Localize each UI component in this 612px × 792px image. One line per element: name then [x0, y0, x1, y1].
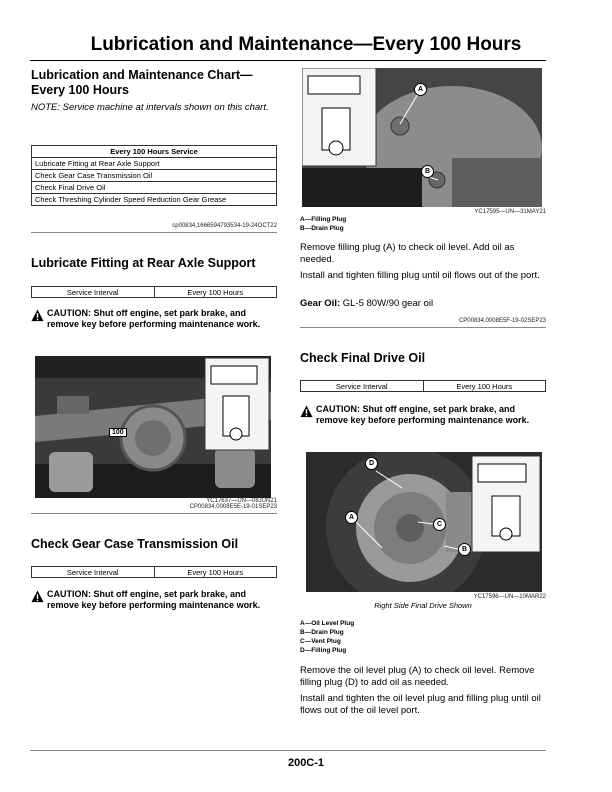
caption-drain-plug: B—Drain Plug [300, 225, 344, 232]
section-divider [300, 327, 546, 328]
caution-text: CAUTION: Shut off engine, set park brake, and remove key before performing maintenance work. [47, 589, 261, 610]
warning-icon [31, 590, 44, 603]
axle-interval-table [31, 286, 277, 298]
final-drive-para-1: Remove the oil level plug (A) to check oil level. Remove filling plug (D) to add oil as needed. [300, 665, 535, 688]
service-table-header: Every 100 Hours Service [32, 146, 277, 158]
gear-oil-label: Gear Oil: [300, 298, 341, 309]
page-number: 200C-1 [287, 757, 325, 769]
axle-photo-ref: YC17637—UN—08JUN21 [206, 498, 277, 504]
chart-heading: Lubrication and Maintenance Chart—Every 100 Hours [31, 68, 253, 97]
axle-ref-code: CP00834,0008E5E-19-01SEP23 [189, 504, 277, 510]
gearcase-heading: Check Gear Case Transmission Oil [31, 537, 239, 551]
interval-value: Every 100 Hours [154, 287, 277, 298]
axle-photo [35, 356, 271, 498]
callout-a: A [414, 83, 427, 96]
title-rule [30, 60, 546, 61]
gearcase-interval-table [31, 566, 277, 578]
section-divider [31, 232, 277, 233]
interval-value: Every 100 Hours [154, 567, 277, 578]
callout-c: C [433, 518, 446, 531]
caption-filling-plug: D—Filling Plug [300, 647, 347, 654]
final-drive-interval-table [300, 380, 546, 392]
gearcase-caution [31, 589, 277, 611]
caption-oil-level-plug: A—Oil Level Plug [300, 620, 355, 627]
table-row: Check Gear Case Transmission Oil [32, 170, 277, 182]
section-divider [31, 513, 277, 514]
caution-text: CAUTION: Shut off engine, set park brake, and remove key before performing maintenance work. [47, 308, 261, 329]
final-drive-para-2: Install and tighten the oil level plug and filling plug until oil flows out of the oil level port. [300, 693, 541, 716]
interval-label: Service Interval [32, 567, 155, 578]
interval-value: Every 100 Hours [423, 381, 546, 392]
gear-oil-value: GL-5 80W/90 gear oil [340, 298, 434, 309]
interval-label: Service Interval [301, 381, 424, 392]
photo-caption: Right Side Final Drive Shown [374, 601, 472, 610]
caution-text: CAUTION: Shut off engine, set park brake, and remove key before performing maintenance work. [316, 404, 530, 425]
callout-d: D [365, 457, 378, 470]
service-table [31, 145, 277, 206]
chart-note: NOTE: Service machine at intervals shown on this chart. [31, 102, 269, 113]
gearcase-ref-code: CP00834,0008E5F-19-02SEP23 [458, 318, 546, 324]
interval-label: Service Interval [32, 287, 155, 298]
warning-icon [300, 405, 313, 418]
interval-tag: 100 [109, 428, 127, 437]
footer-rule [30, 750, 546, 751]
gear-oil-spec [300, 298, 544, 310]
chart-ref-code: cp00834,1666594793534-19-24OCT22 [172, 223, 277, 229]
final-drive-photo [306, 452, 542, 592]
gearcase-para-2: Install and tighten filling plug until oil flows out of the port. [300, 270, 540, 281]
table-row: Check Final Drive Oil [32, 182, 277, 194]
callout-b: B [421, 165, 434, 178]
callout-b: B [458, 543, 471, 556]
page-title: Lubrication and Maintenance—Every 100 Hours [90, 34, 522, 55]
caption-vent-plug: C—Vent Plug [300, 638, 341, 645]
axle-heading: Lubricate Fitting at Rear Axle Support [31, 256, 256, 270]
final-drive-photo-ref: YC17596—UN—10MAR22 [473, 594, 546, 600]
table-row: Lubricate Fitting at Rear Axle Support [32, 158, 277, 170]
callout-a: A [345, 511, 358, 524]
gearcase-para-1: Remove filling plug (A) to check oil level. Add oil as needed. [300, 242, 515, 265]
table-row: Check Threshing Cylinder Speed Reduction Gear Grease [32, 194, 277, 206]
warning-icon [31, 309, 44, 322]
gearcase-photo-ref: YC17595—UN—31MAY21 [474, 209, 546, 215]
caption-filling-plug: A—Filling Plug [300, 216, 347, 223]
gearcase-photo [302, 68, 542, 207]
axle-caution [31, 308, 277, 330]
final-drive-caution [300, 404, 546, 426]
final-drive-heading: Check Final Drive Oil [300, 351, 426, 365]
caption-drain-plug: B—Drain Plug [300, 629, 344, 636]
